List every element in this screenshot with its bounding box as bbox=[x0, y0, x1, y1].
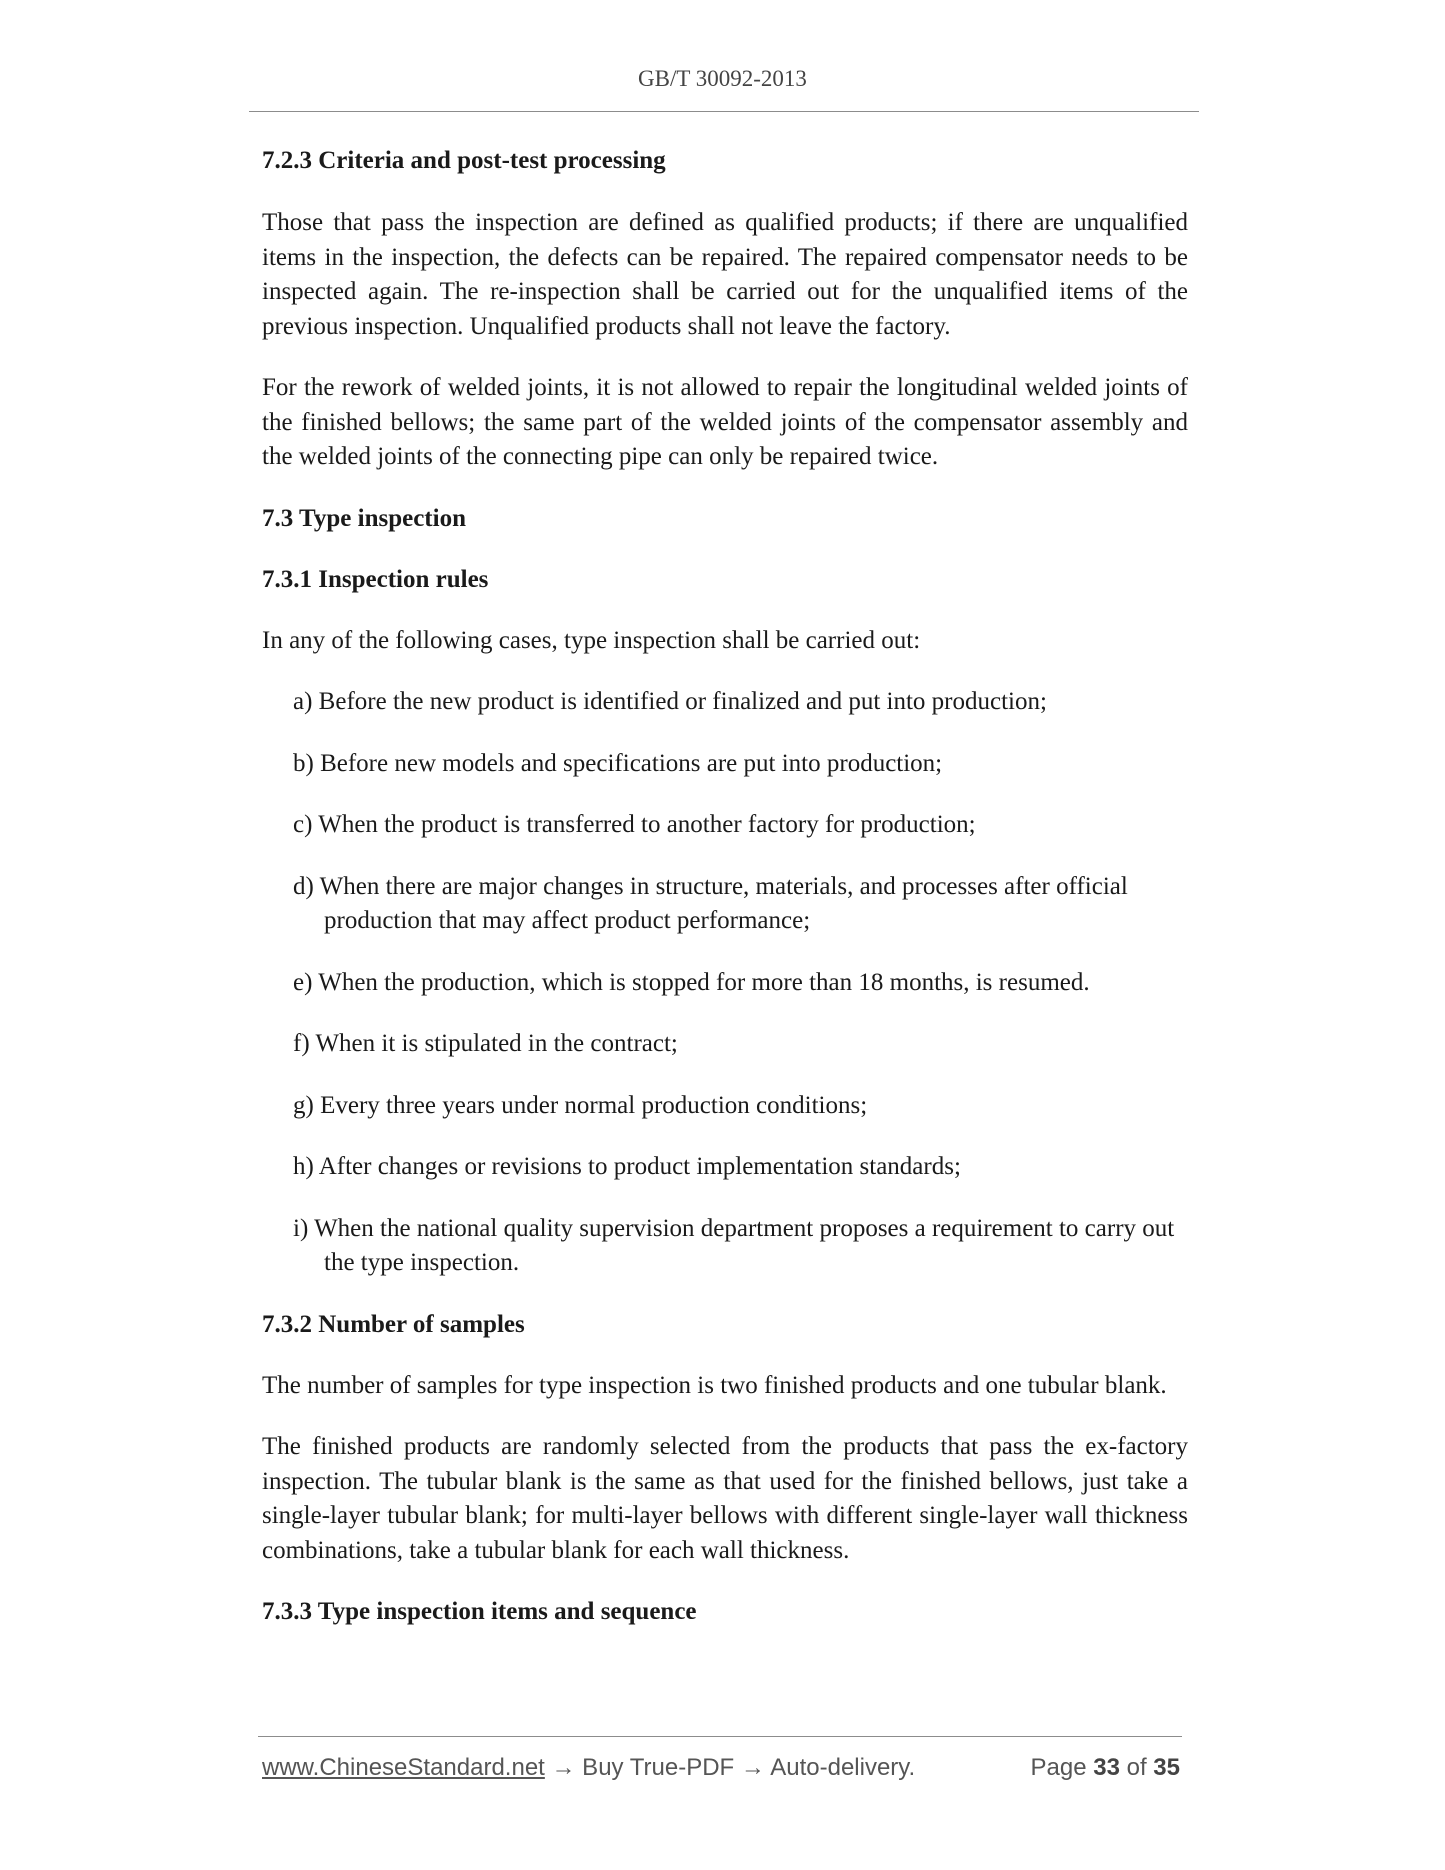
page-label: Page bbox=[1030, 1754, 1087, 1781]
paragraph-sample-selection: The finished products are randomly selected from the products that pass the ex-factory inspection. The tubular blank is the same as that used for the finished bellows, just take a single-layer tubular blank; for multi-layer bellows with different single-layer wall thickness combinations, take a tubular blank for each wall thickness. bbox=[262, 1433, 1188, 1564]
list-item: g) Every three years under normal production conditions; bbox=[293, 1091, 868, 1119]
paragraph-rework: For the rework of welded joints, it is not allowed to repair the longitudinal welded joints of the finished bellows; the same part of the welded joints of the compensator assembly and the welded joints of the connecting pipe can only be repaired twice. bbox=[262, 374, 1188, 470]
list-item: h) After changes or revisions to product implementation standards; bbox=[293, 1153, 961, 1180]
list-item: f) When it is stipulated in the contract; bbox=[293, 1030, 678, 1057]
section-heading-7-3-2: 7.3.2 Number of samples bbox=[262, 1310, 525, 1338]
section-heading-7-3-3: 7.3.3 Type inspection items and sequence bbox=[262, 1598, 697, 1625]
page-total: 35 bbox=[1153, 1754, 1180, 1781]
list-item: a) Before the new product is identified or finalized and put into production; bbox=[293, 688, 1047, 715]
header-divider bbox=[249, 111, 1199, 112]
document-header: GB/T 30092-2013 bbox=[638, 66, 807, 91]
website-link[interactable]: www.ChineseStandard.net bbox=[262, 1754, 545, 1781]
page-indicator bbox=[1031, 1754, 1181, 1782]
list-item: c) When the product is transferred to another factory for production; bbox=[293, 811, 976, 838]
footer-tagline: → Buy True-PDF → Auto-delivery. bbox=[544, 1754, 916, 1781]
list-item: b) Before new models and specifications are put into production; bbox=[293, 749, 943, 777]
paragraph-criteria: Those that pass the inspection are defined as qualified products; if there are unqualified items in the inspection, the defects can be repaired. The repaired compensator needs to be inspected again. The re-inspection shall be carried out for the unqualified items of the previous inspection. Unqualified products shall not leave the factory. bbox=[262, 209, 1188, 340]
paragraph-sample-count: The number of samples for type inspection is two finished products and one tubular blank. bbox=[262, 1371, 1167, 1399]
list-item: e) When the production, which is stopped for more than 18 months, is resumed. bbox=[293, 968, 1090, 996]
section-heading-7-2-3: 7.2.3 Criteria and post-test processing bbox=[262, 147, 666, 174]
page-of-label: of bbox=[1126, 1754, 1147, 1781]
paragraph-cases-intro: In any of the following cases, type inspection shall be carried out: bbox=[262, 626, 921, 654]
list-item: d) When there are major changes in structure, materials, and processes after official production that may affect product performance; bbox=[293, 872, 1128, 934]
page-current: 33 bbox=[1093, 1754, 1120, 1781]
section-heading-7-3-1: 7.3.1 Inspection rules bbox=[262, 565, 489, 593]
page-content bbox=[262, 144, 1188, 1629]
list-item: i) When the national quality supervision department proposes a requirement to carry out the type inspection. bbox=[293, 1214, 1175, 1276]
page-footer bbox=[262, 1754, 1182, 1782]
footer-divider bbox=[258, 1736, 1182, 1737]
section-heading-7-3: 7.3 Type inspection bbox=[262, 504, 466, 532]
